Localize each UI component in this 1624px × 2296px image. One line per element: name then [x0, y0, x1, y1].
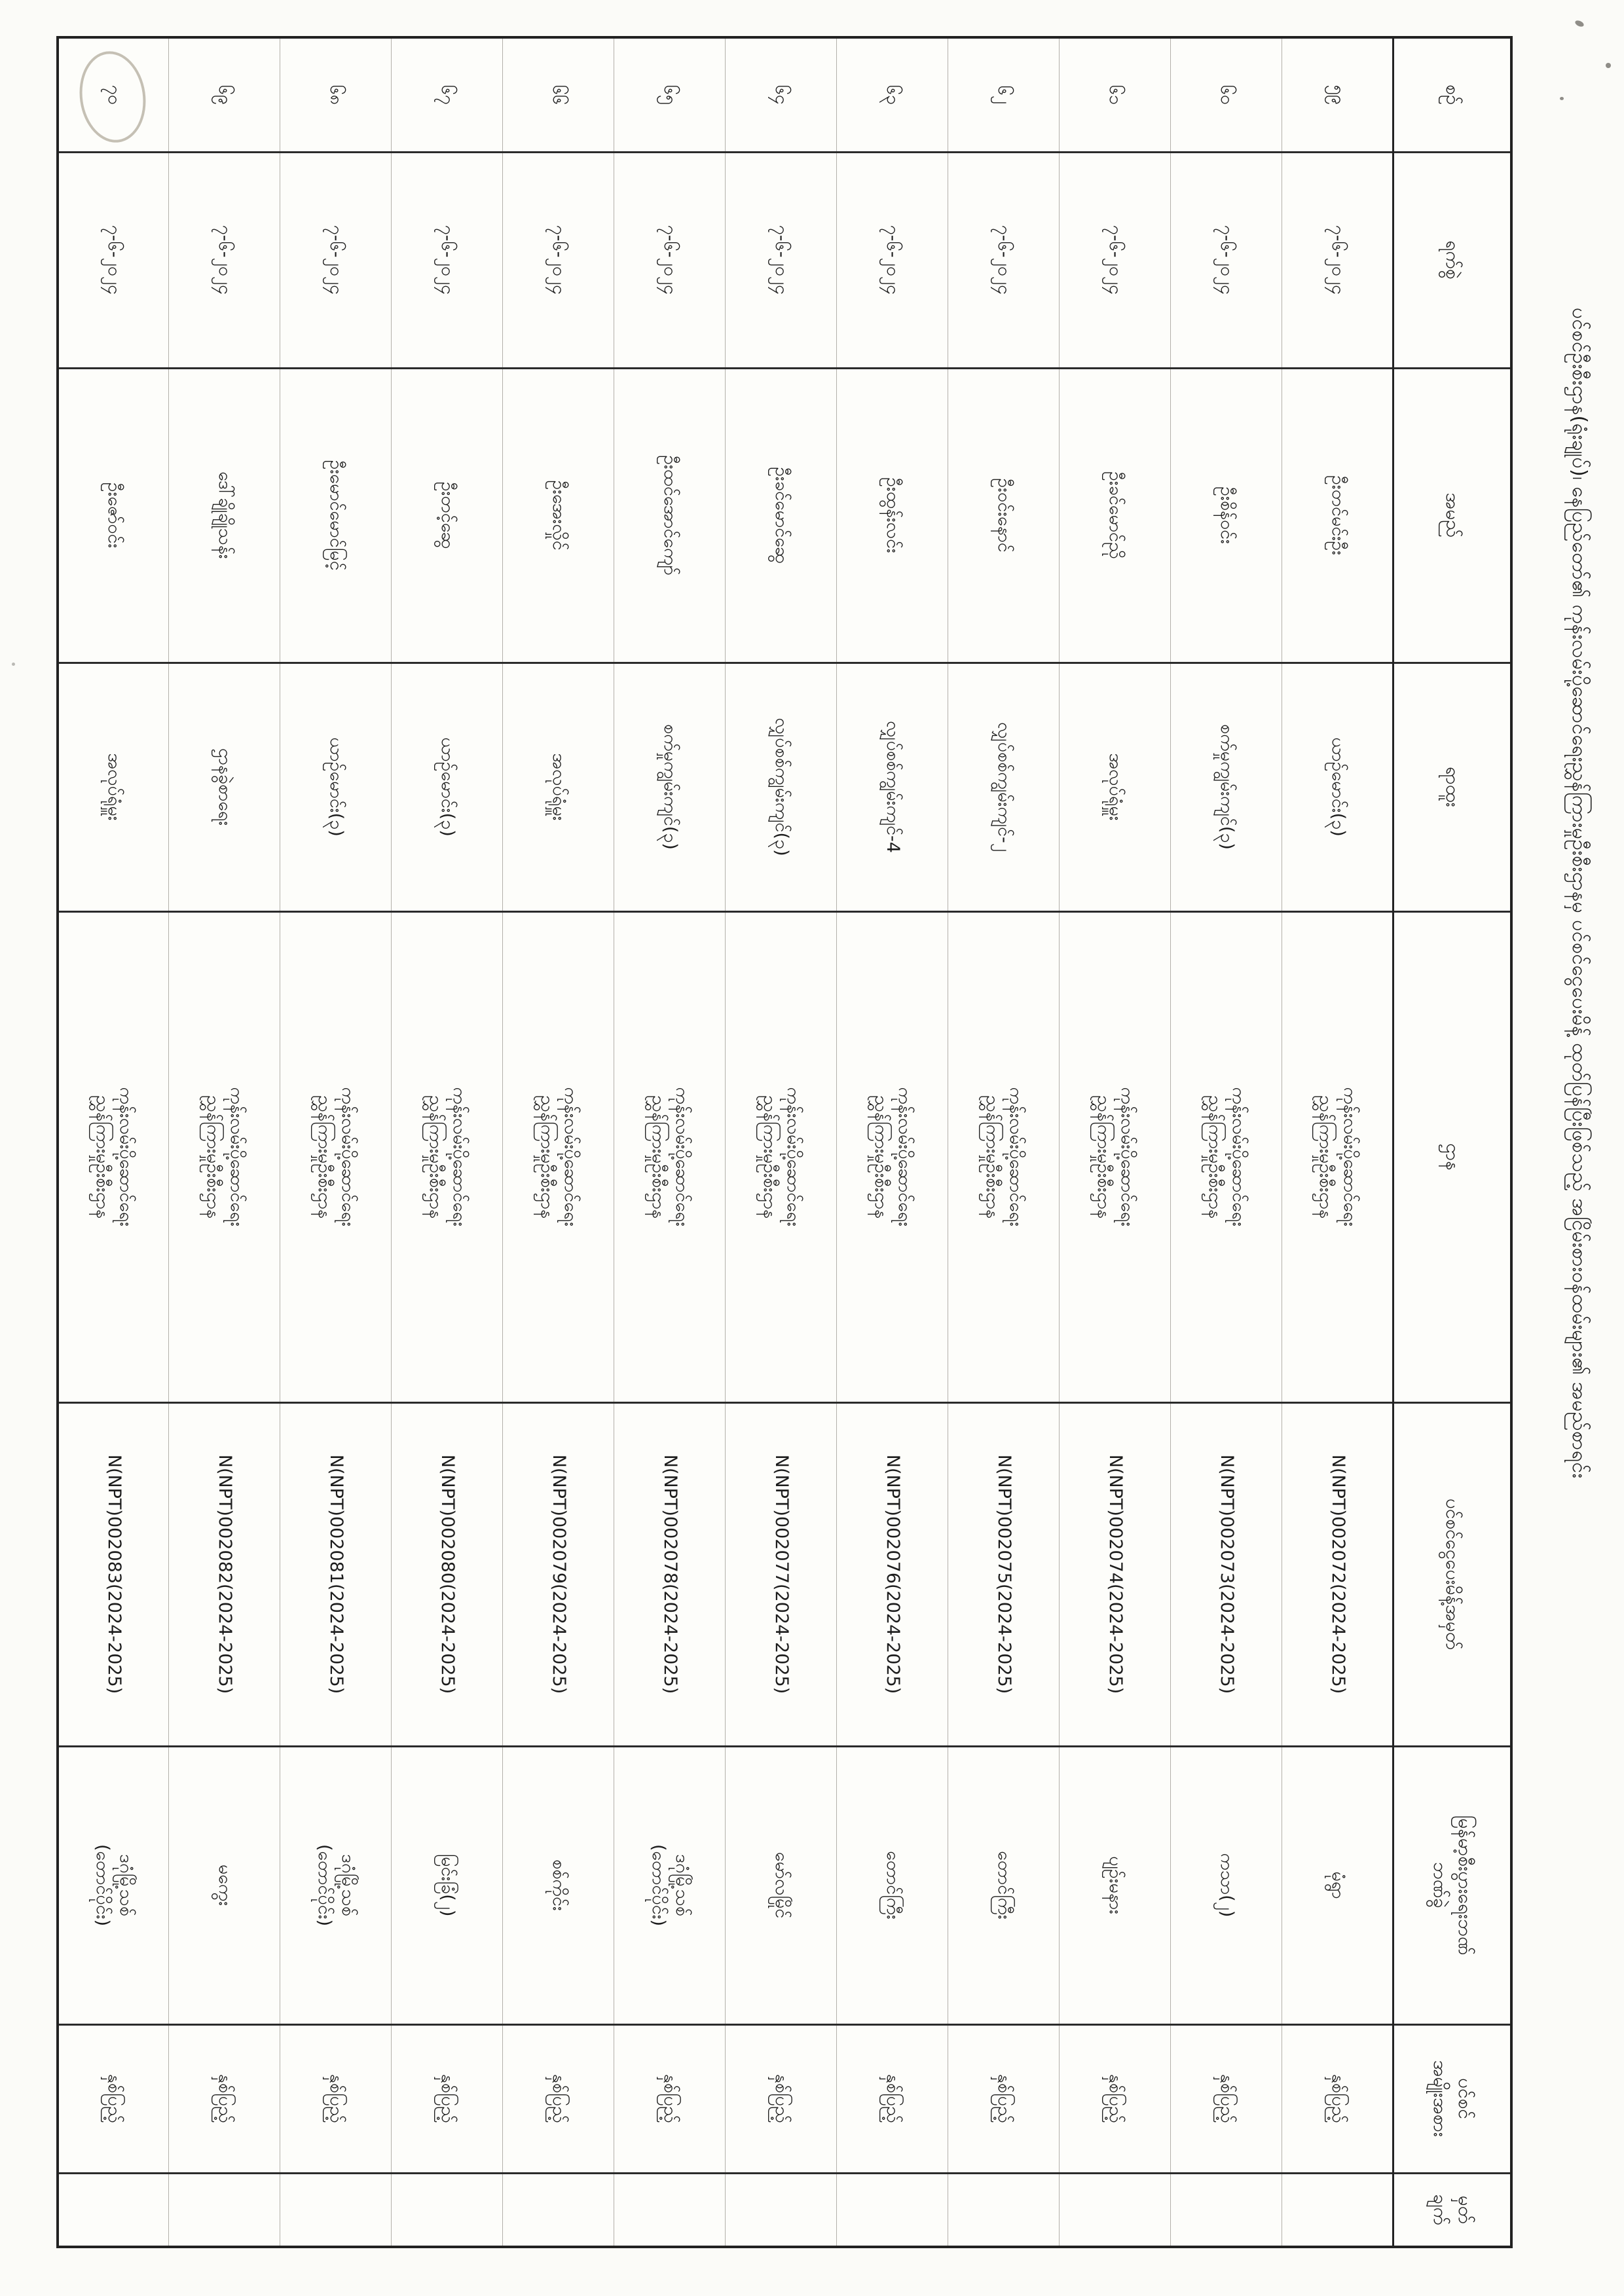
- cell-name: ဦးအေးလှိုင်: [503, 368, 614, 663]
- cell-date: ၇-၆-၂၀၂၄: [948, 152, 1060, 368]
- cell-dept: ကုန်းလမ်းပို့ဆောင်ရေး ညွှန်ကြားမှုဦးစီးဌာန: [948, 911, 1060, 1402]
- cell-dept: ကုန်းလမ်းပို့ဆောင်ရေး ညွှန်ကြားမှုဦးစီးဌာန: [1171, 911, 1282, 1402]
- cell-dept: ကုန်းလမ်းပို့ဆောင်ရေး ညွှန်ကြားမှုဦးစီးဌာန: [614, 911, 726, 1402]
- cell-date: ၇-၆-၂၀၂၄: [169, 152, 280, 368]
- scan-speck: [1606, 63, 1611, 68]
- cell-bank: ဒဂုံမြို့သစ် (တောင်ပိုင်း): [58, 1746, 169, 2024]
- cell-no: ၇၀: [58, 37, 169, 152]
- column-header-no: စဉ်: [1393, 37, 1511, 152]
- table-row: [280, 37, 392, 2247]
- cell-order_no: N(NPT)002074(2024-2025): [1060, 1402, 1171, 1746]
- cell-date: ၇-၆-၂၀၂၄: [1171, 152, 1282, 368]
- column-header-remark: မှတ် ချက်: [1393, 2173, 1511, 2247]
- cell-remark: [837, 2173, 948, 2247]
- cell-type: နှစ်ပြည့်: [169, 2024, 280, 2173]
- cell-no: ၅၉: [1282, 37, 1393, 152]
- cell-name: ဦးစိန်ဝင်း: [1171, 368, 1282, 663]
- document-title: ပင်စင်ဦးစီးဌာန(ရုံးချုပ်)၊ နေပြည်တော်၏ ကုန်းလမ်းပို့ဆောင်ရေးညွှန်ကြားမှုဦးစီးဌာနမှ ပင်စင်ငွေပေးမိန့် ထုတ်ပြန်ပြီးဖြစ်သည့် အငြိမ်းစားဝန်ထမ်းများ၏ အမည်စာရင်း: [1568, 308, 1591, 1479]
- cell-no: ၆၉: [169, 37, 280, 152]
- cell-dept: ကုန်းလမ်းပို့ဆောင်ရေး ညွှန်ကြားမှုဦးစီးဌာန: [169, 911, 280, 1402]
- column-header-type: ပင်စင် အမျိုးအစား: [1393, 2024, 1511, 2173]
- cell-dept: ကုန်းလမ်းပို့ဆောင်ရေး ညွှန်ကြားမှုဦးစီးဌာန: [392, 911, 503, 1402]
- cell-dept: ကုန်းလမ်းပို့ဆောင်ရေး ညွှန်ကြားမှုဦးစီးဌာန: [726, 911, 837, 1402]
- table-row: [614, 37, 726, 2247]
- cell-type: နှစ်ပြည့်: [614, 2024, 726, 2173]
- cell-dept: ကုန်းလမ်းပို့ဆောင်ရေး ညွှန်ကြားမှုဦးစီးဌာန: [503, 911, 614, 1402]
- cell-order_no: N(NPT)002078(2024-2025): [614, 1402, 726, 1746]
- table-row: [1282, 37, 1393, 2247]
- cell-order_no: N(NPT)002077(2024-2025): [726, 1402, 837, 1746]
- cell-date: ၇-၆-၂၀၂၄: [392, 152, 503, 368]
- cell-bank: ဒဂုံမြို့သစ် (တောင်ပိုင်း): [614, 1746, 726, 2024]
- cell-position: လျှပ်စစ်ကျွမ်းကျင်-၂: [948, 663, 1060, 911]
- cell-type: နှစ်ပြည့်: [58, 2024, 169, 2173]
- cell-order_no: N(NPT)002079(2024-2025): [503, 1402, 614, 1746]
- cell-order_no: N(NPT)002081(2024-2025): [280, 1402, 392, 1746]
- column-header-dept: ဌာန: [1393, 911, 1511, 1402]
- column-header-bank: မြန်မာ့စီးပွားရေးဘဏ် ဘဏ်ခွဲ: [1393, 1746, 1511, 2024]
- cell-no: ၆၂: [948, 37, 1060, 152]
- cell-name: ဦးခင်မောင်ညို: [1060, 368, 1171, 663]
- cell-name: ဦးထင်အောင်ကျော်: [614, 368, 726, 663]
- cell-type: နှစ်ပြည့်: [1282, 2024, 1393, 2173]
- cell-name: ဦးမောင်မောင်မြင့်: [280, 368, 392, 663]
- cell-order_no: N(NPT)002073(2024-2025): [1171, 1402, 1282, 1746]
- cell-remark: [614, 2173, 726, 2247]
- cell-bank: မကွေး: [169, 1746, 280, 2024]
- cell-order_no: N(NPT)002080(2024-2025): [392, 1402, 503, 1746]
- cell-no: ၆၆: [503, 37, 614, 152]
- cell-bank: တောင်ကြီး: [948, 1746, 1060, 2024]
- cell-no: ၆၅: [614, 37, 726, 152]
- cell-position: အလုပ်ရုံမှူး: [1060, 663, 1171, 911]
- cell-remark: [58, 2173, 169, 2247]
- table-header: [1393, 37, 1511, 2247]
- cell-bank: ဒဂုံမြို့သစ် (တောင်ပိုင်း): [280, 1746, 392, 2024]
- table-row: [503, 37, 614, 2247]
- column-header-order_no: ပင်စင်ငွေပေးမိန့်အမှတ်: [1393, 1402, 1511, 1746]
- table-row: [1060, 37, 1171, 2247]
- cell-bank: စစ်ကိုင်း: [503, 1746, 614, 2024]
- table-row: [58, 37, 169, 2247]
- cell-remark: [726, 2173, 837, 2247]
- cell-remark: [503, 2173, 614, 2247]
- cell-no: ၆၈: [280, 37, 392, 152]
- cell-position: စက်မှုကျွမ်းကျင်(၃): [614, 663, 726, 911]
- cell-name: ဒေါ်ချိုချိုသန်း: [169, 368, 280, 663]
- scan-speck: [1560, 97, 1564, 100]
- cell-name: ဦးထွန်းလင်း: [837, 368, 948, 663]
- cell-remark: [1282, 2173, 1393, 2247]
- scan-speck: [12, 663, 15, 666]
- table-row: [392, 37, 503, 2247]
- table-row: [169, 37, 280, 2247]
- column-header-name: အမည်: [1393, 368, 1511, 663]
- cell-date: ၇-၆-၂၀၂၄: [280, 152, 392, 368]
- cell-date: ၇-၆-၂၀၂၄: [1282, 152, 1393, 368]
- cell-type: နှစ်ပြည့်: [1171, 2024, 1282, 2173]
- cell-type: နှစ်ပြည့်: [1060, 2024, 1171, 2173]
- cell-date: ၇-၆-၂၀၂၄: [726, 152, 837, 368]
- cell-bank: မြင်းခြံ(၂): [392, 1746, 503, 2024]
- cell-name: ဦးခင်မောင်ဆွေ: [726, 368, 837, 663]
- cell-order_no: N(NPT)002082(2024-2025): [169, 1402, 280, 1746]
- cell-position: ယာဉ်မောင်း(၃): [280, 663, 392, 911]
- column-header-date: ရက်စွဲ: [1393, 152, 1511, 368]
- cell-dept: ကုန်းလမ်းပို့ဆောင်ရေး ညွှန်ကြားမှုဦးစီးဌာန: [1282, 911, 1393, 1402]
- cell-dept: ကုန်းလမ်းပို့ဆောင်ရေး ညွှန်ကြားမှုဦးစီးဌာန: [280, 911, 392, 1402]
- cell-order_no: N(NPT)002075(2024-2025): [948, 1402, 1060, 1746]
- table-row: [726, 37, 837, 2247]
- column-header-position: ရာထူး: [1393, 663, 1511, 911]
- cell-type: နှစ်ပြည့်: [392, 2024, 503, 2173]
- cell-order_no: N(NPT)002076(2024-2025): [837, 1402, 948, 1746]
- cell-name: ဦးဝင်းနောင်: [948, 368, 1060, 663]
- cell-no: ၆၀: [1171, 37, 1282, 152]
- cell-remark: [169, 2173, 280, 2247]
- cell-position: ယာဉ်မောင်း(၃): [1282, 663, 1393, 911]
- cell-position: ယာဉ်မောင်း(၃): [392, 663, 503, 911]
- cell-position: အလုပ်ရုံမှူး: [503, 663, 614, 911]
- cell-type: နှစ်ပြည့်: [280, 2024, 392, 2173]
- pension-name-list-table: [56, 36, 1513, 2248]
- cell-name: ဦးတင့်ဆွေ: [392, 368, 503, 663]
- cell-no: ၆၃: [837, 37, 948, 152]
- cell-type: နှစ်ပြည့်: [948, 2024, 1060, 2173]
- cell-date: ၇-၆-၂၀၂၄: [503, 152, 614, 368]
- cell-position: အလုပ်ရုံမှူး: [58, 663, 169, 911]
- cell-no: ၆၁: [1060, 37, 1171, 152]
- cell-name: ဦးတင်မင်းဦး: [1282, 368, 1393, 663]
- cell-no: ၆၇: [392, 37, 503, 152]
- cell-remark: [1171, 2173, 1282, 2247]
- table-row: [837, 37, 948, 2247]
- cell-position: စက်မှုကျွမ်းကျင်(၃): [1171, 663, 1282, 911]
- cell-date: ၇-၆-၂၀၂၄: [58, 152, 169, 368]
- table-row: [948, 37, 1060, 2247]
- cell-bank: တောင်ကြီး: [837, 1746, 948, 2024]
- cell-position: ဌာနခွဲစာရေး: [169, 663, 280, 911]
- table-row: [1171, 37, 1282, 2247]
- cell-bank: ပျဉ်းမနား: [1060, 1746, 1171, 2024]
- cell-date: ၇-၆-၂၀၂၄: [837, 152, 948, 368]
- cell-bank: ကသာ(၂): [1171, 1746, 1282, 2024]
- cell-remark: [392, 2173, 503, 2247]
- table-body: [58, 37, 1393, 2247]
- cell-order_no: N(NPT)002072(2024-2025): [1282, 1402, 1393, 1746]
- cell-type: နှစ်ပြည့်: [503, 2024, 614, 2173]
- cell-remark: [1060, 2173, 1171, 2247]
- cell-remark: [280, 2173, 392, 2247]
- cell-order_no: N(NPT)002083(2024-2025): [58, 1402, 169, 1746]
- cell-dept: ကုန်းလမ်းပို့ဆောင်ရေး ညွှန်ကြားမှုဦးစီးဌာန: [58, 911, 169, 1402]
- cell-position: လျှပ်စစ်ကျွမ်းကျင်(၃): [726, 663, 837, 911]
- cell-dept: ကုန်းလမ်းပို့ဆောင်ရေး ညွှန်ကြားမှုဦးစီးဌာန: [837, 911, 948, 1402]
- cell-type: နှစ်ပြည့်: [726, 2024, 837, 2173]
- cell-bank: မုံရွာ: [1282, 1746, 1393, 2024]
- cell-date: ၇-၆-၂၀၂၄: [614, 152, 726, 368]
- cell-no: ၆၄: [726, 37, 837, 152]
- cell-date: ၇-၆-၂၀၂၄: [1060, 152, 1171, 368]
- cell-remark: [948, 2173, 1060, 2247]
- cell-type: နှစ်ပြည့်: [837, 2024, 948, 2173]
- cell-dept: ကုန်းလမ်းပို့ဆောင်ရေး ညွှန်ကြားမှုဦးစီးဌာန: [1060, 911, 1171, 1402]
- cell-position: လျှပ်စစ်ကျွမ်းကျင်-4: [837, 663, 948, 911]
- cell-name: ဦးဇော်ဝင်း: [58, 368, 169, 663]
- cell-bank: မော်လမြိုင်: [726, 1746, 837, 2024]
